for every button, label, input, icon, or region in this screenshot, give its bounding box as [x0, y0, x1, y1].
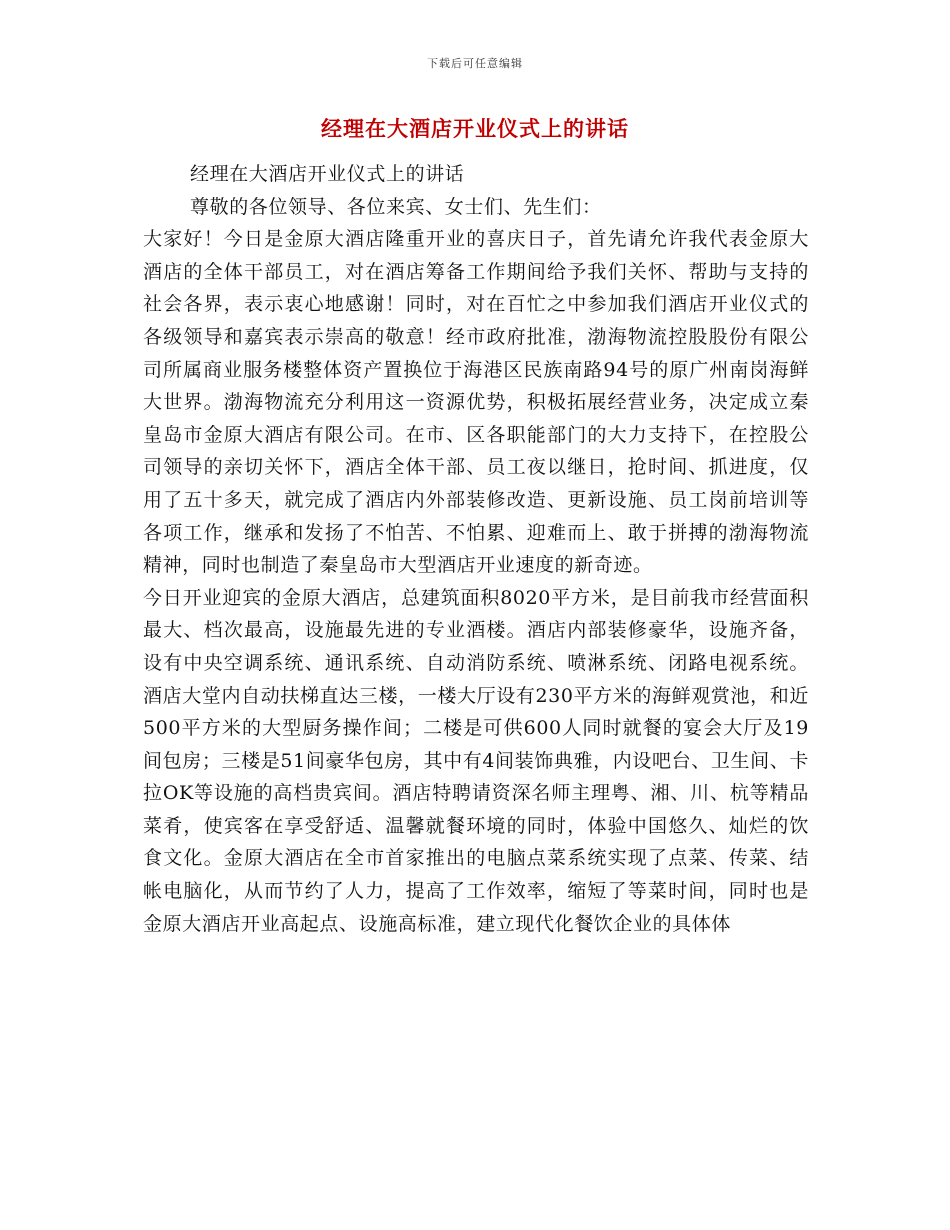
header-note: 下载后可任意编辑 [427, 57, 523, 70]
document-body [143, 158, 809, 940]
body-paragraph: 大家好！今日是金原大酒店隆重开业的喜庆日子，首先请允许我代表金原大酒店的全体干部员工，对在酒店筹备工作期间给予我们关怀、帮助与支持的社会各界，表示衷心地感谢！同时，对在百忙之中参加我们酒店开业仪式的各级领导和嘉宾表示崇高的敬意！经市政府批准，渤海物流控股股份有限公司所属商业服务楼整体资产置换位于海港区民族南路94号的原广州南岗海鲜大世界。渤海物流充分利用这一资源优势，积极拓展经营业务，决定成立秦皇岛市金原大酒店有限公司。在市、区各职能部门的大力支持下，在控股公司领导的亲切关怀下，酒店全体干部、员工夜以继日，抢时间、抓进度，仅用了五十多天，就完成了酒店内外部装修改造、更新设施、员工岗前培训等各项工作，继承和发扬了不怕苦、不怕累、迎难而上、敢于拼搏的渤海物流精神，同时也制造了秦皇岛市大型酒店开业速度的新奇迹。 [143, 228, 809, 577]
subtitle-paragraph: 经理在大酒店开业仪式上的讲话 [190, 163, 465, 185]
salutation-paragraph: 尊敬的各位领导、各位来宾、女士们、先生们： [190, 195, 602, 218]
document-title: 经理在大酒店开业仪式上的讲话 [321, 116, 629, 141]
body-paragraph: 今日开业迎宾的金原大酒店，总建筑面积8020平方米，是目前我市经营面积最大、档次最高，设施最先进的专业酒楼。酒店内部装修豪华，设施齐备，设有中央空调系统、通讯系统、自动消防系统、喷淋系统、闭路电视系统。酒店大堂内自动扶梯直达三楼，一楼大厅设有230平方米的海鲜观赏池，和近500平方米的大型厨务操作间；二楼是可供600人同时就餐的宴会大厅及19间包房；三楼是51间豪华包房，其中有4间装饰典雅，内设吧台、卫生间、卡拉OK等设施的高档贵宾间。酒店特聘请资深名师主理粤、湘、川、杭等精品菜肴，使宾客在享受舒适、温馨就餐环境的同时，体验中国悠久、灿烂的饮食文化。金原大酒店在全市首家推出的电脑点菜系统实现了点菜、传菜、结帐电脑化，从而节约了人力，提高了工作效率，缩短了等菜时间，同时也是金原大酒店开业高起点、设施高标准，建立现代化餐饮企业的具体体 [143, 586, 809, 935]
